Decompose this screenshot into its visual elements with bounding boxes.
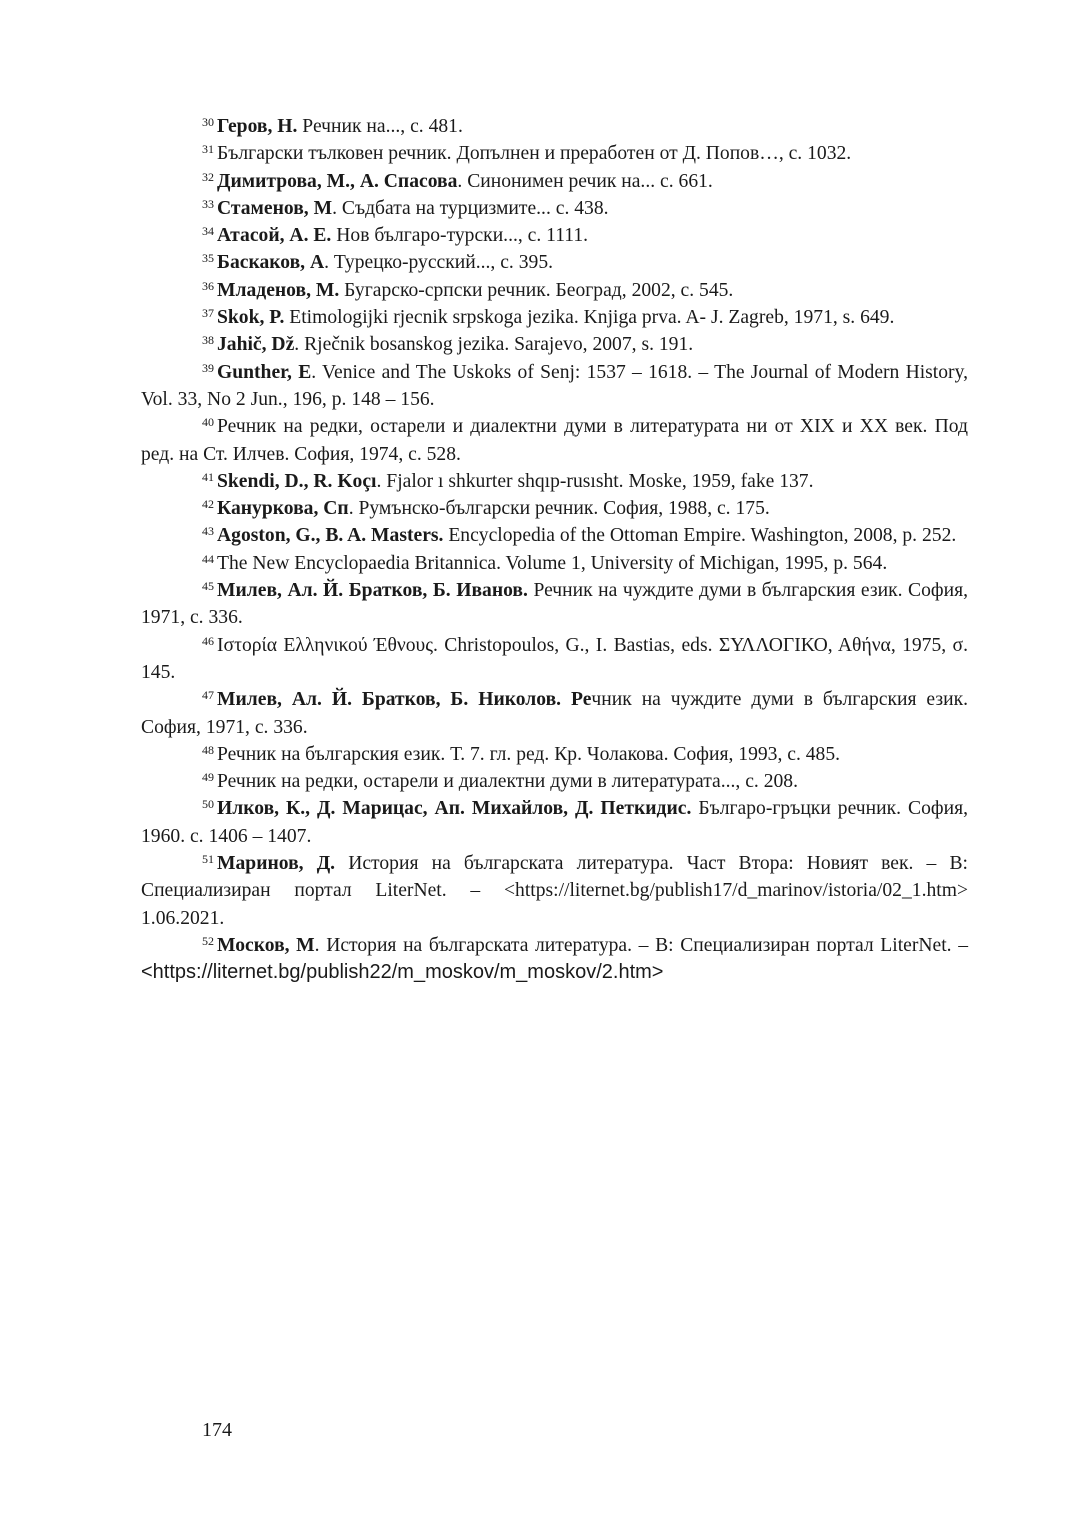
footnote-number: 48 [202,742,214,757]
footnote-text: . Синонимен речик на... с. 661. [457,170,713,192]
footnote-number: 31 [202,142,214,157]
footnote-number: 52 [202,933,214,948]
footnote-text: . Турецко-русский..., с. 395. [324,252,554,274]
footnote-33 [141,195,968,222]
footnote-48 [141,741,968,768]
footnote-number: 36 [202,278,214,293]
footnote-author: Agoston, G., B. A. Masters. [217,525,444,547]
footnote-author: Skendi, D., R. Koçı [217,470,377,492]
footnote-author: Skok, P. [217,307,285,329]
footnote-45 [141,577,968,632]
footnote-author: Младенов, М. [217,279,340,301]
footnote-number: 34 [202,224,214,239]
footnote-40 [141,413,968,468]
footnote-38 [141,331,968,358]
footnote-author: Геров, Н. [217,116,298,137]
footnote-number: 43 [202,524,214,539]
footnote-42 [141,495,968,522]
footnote-text: чник на чуждите думи в българския език. София, 1971, с. 336. [141,689,969,738]
footnote-text: Български тълковен речник. Допълнен и преработен от Д. Попов…, с. 1032. [217,143,852,165]
footnote-number: 51 [202,852,214,867]
footnote-author: Илков, К., Д. Марицас, Ап. Михайлов, Д. Петкидис. [217,798,692,820]
footnote-text: . Румънско-български речник. София, 1988, с. 175. [348,498,770,520]
footnote-author: Gunther, E [217,361,312,383]
footnote-text: Encyclopedia of the Ottoman Empire. Washington, 2008, p. 252. [443,525,957,547]
footnote-number: 38 [202,333,214,348]
footnote-number: 33 [202,196,214,211]
footnote-text: Речник на редки, остарели и диалектни думи в литературата..., с. 208. [217,771,799,793]
footnote-text: Речник на чуждите думи в българския език. София, 1971, с. 336. [141,580,968,629]
footnote-author: Москов, М [217,934,315,956]
footnote-number: 30 [202,115,214,129]
footnote-author: Димитрова, М., А. Спасова [217,170,458,192]
page-number: 174 [202,1419,232,1441]
footnote-number: 46 [202,633,214,648]
footnote-author: Стаменов, М [217,197,333,219]
footnote-46 [141,632,968,687]
footnote-author: Атасой, А. Е. [217,225,332,247]
footnote-number: 39 [202,360,214,375]
footnote-number: 40 [202,415,214,430]
footnote-url: <https://liternet.bg/publish22/m_moskov/m_moskov/2.htm> [141,961,664,984]
footnote-author: Милев, Ал. Й. Братков, Б. Иванов. [217,580,528,602]
footnote-43 [141,522,968,549]
footnote-number: 44 [202,551,214,566]
footnote-39 [141,359,968,414]
footnote-author: Милев, Ал. Й. Братков, Б. Николов. Ре [217,689,592,711]
footnote-number: 45 [202,579,214,594]
footnote-author: Jahič, Dž [217,334,295,356]
footnote-number: 47 [202,688,214,703]
footnote-37 [141,304,968,331]
footnote-36 [141,277,968,304]
footnote-text: . Rječnik bosanskog jezika. Sarajevo, 2007, s. 191. [294,334,694,356]
footnote-34 [141,222,968,249]
footnote-number: 49 [202,770,214,785]
footnote-49 [141,768,968,795]
footnote-text: Etimologijki rjecnik srpskoga jezika. Knjiga prva. A- J. Zagreb, 1971, s. 649. [284,307,895,329]
footnote-50 [141,795,968,850]
footnote-35 [141,249,968,276]
footnote-text: Нов българо-турски..., с. 1111. [331,225,589,247]
footnote-text: Бугарско-српски речник. Београд, 2002, с. 545. [339,279,734,301]
footnote-30 [141,113,968,140]
footnote-author: Баскаков, А [217,252,325,274]
footnote-number: 50 [202,797,214,812]
footnote-text: . Съдбата на турцизмите... с. 438. [332,197,609,219]
footnote-number: 35 [202,251,214,266]
footnote-44 [141,550,968,577]
footnote-author: Маринов, Д. [217,853,336,875]
footnote-text: Речник на..., с. 481. [297,116,463,137]
footnote-number: 32 [202,169,214,184]
footnote-text: История на българската литература. Част Втора: Новият век. – В: Специализиран портал LiterNet. – <https://liternet.bg/publish17/d_marinov/istoria/02_1.htm> 1.06.2021. [141,853,968,929]
footnote-32 [141,168,968,195]
footnote-text: The New Encyclopaedia Britannica. Volume 1, University of Michigan, 1995, p. 564. [217,552,888,574]
footnote-text: Ιστορία Ελληνικού Έθνους. Christopoulos, G., I. Bastias, eds. ΣΥΛΛΟΓΙΚΟ, Αθήνα, 1975, σ. 145. [141,634,968,683]
footnotes-list [141,113,968,987]
footnote-51 [141,850,968,932]
footnote-47 [141,686,968,741]
footnote-text: . Venice and The Uskoks of Senj: 1537 – 1618. – The Journal of Modern History, Vol. 33, No 2 Jun., 196, p. 148 – 156. [141,361,968,410]
footnote-text: Речник на редки, остарели и диалектни думи в литературата ни от XIX и XX век. Под ред. на Ст. Илчев. София, 1974, с. 528. [141,416,968,465]
footnote-text: Речник на българския език. Т. 7. гл. ред. Кр. Чолакова. София, 1993, с. 485. [217,743,841,765]
footnote-text: . Fjalor ı shkurter shqıp-rusısht. Moske, 1959, fake 137. [376,470,814,492]
footnote-text: Българо-гръцки речник. София, 1960. с. 1406 – 1407. [141,798,968,847]
footnote-41 [141,468,968,495]
footnote-52 [141,932,968,987]
footnote-author: Кануркова, Сп [217,498,349,520]
footnote-text: . История на българската литература. – В: Специализиран портал LiterNet. – [314,934,968,956]
footnote-number: 42 [202,497,214,512]
footnote-31 [141,140,968,167]
footnote-number: 37 [202,306,214,321]
footnote-number: 41 [202,469,214,484]
